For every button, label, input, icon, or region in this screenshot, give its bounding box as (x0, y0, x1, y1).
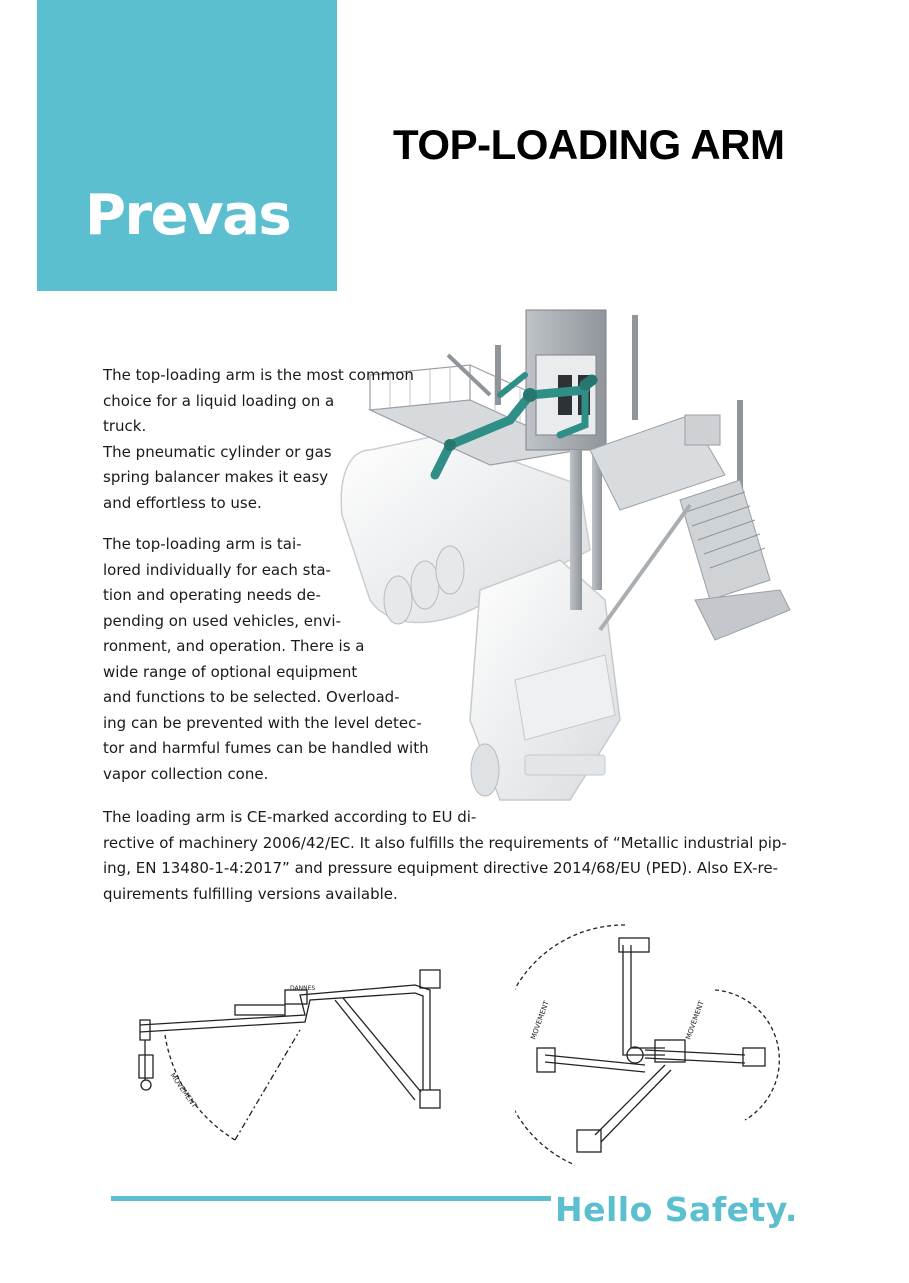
movement-label-left: MOVEMENT (529, 999, 551, 1041)
top-view-drawing (515, 920, 785, 1170)
movement-label: MOVEMENT (168, 1071, 199, 1110)
footer-divider (111, 1196, 551, 1201)
text-line: tion and operating needs de- (103, 586, 321, 604)
text-line: The top-loading arm is the most common (103, 366, 414, 384)
text-line: truck. (103, 417, 147, 435)
text-line: quirements fulfilling versions available. (103, 884, 398, 903)
text-line: vapor collection cone. (103, 764, 269, 783)
text-line: choice for a liquid loading on a (103, 391, 335, 410)
text-line: ing, EN 13480-1-4:2017” and pressure equipment directive 2014/68/EU (PED). Also EX-re- (103, 859, 778, 877)
text-line: rective of machinery 2006/42/EC. It also fulfills the requirements of “Metallic industrial pip- (103, 833, 787, 852)
side-view-drawing (125, 960, 465, 1150)
footer-tagline: Hello Safety. (555, 1190, 798, 1229)
intro-paragraph (103, 363, 414, 516)
text-line: The top-loading arm is tai- (103, 535, 302, 553)
customization-paragraph (103, 532, 429, 787)
text-line: and functions to be selected. Overload- (103, 688, 400, 706)
text-line: wide range of optional equipment (103, 662, 358, 681)
text-line: ronment, and operation. There is a (103, 637, 365, 655)
maker-label: DANNES (290, 985, 316, 992)
text-line: The loading arm is CE-marked according to EU di- (103, 808, 477, 826)
text-line: pending on used vehicles, envi- (103, 611, 342, 630)
text-line: and effortless to use. (103, 493, 262, 512)
brand-logo: Prevas (85, 183, 291, 248)
text-line: spring balancer makes it easy (103, 468, 329, 486)
page-title: TOP-LOADING ARM (393, 121, 785, 168)
brand-logo-block (37, 0, 337, 291)
text-line: ing can be prevented with the level detec- (103, 713, 422, 732)
text-line: lored individually for each sta- (103, 560, 331, 579)
text-line: tor and harmful fumes can be handled with (103, 739, 429, 757)
text-line: The pneumatic cylinder or gas (103, 442, 332, 461)
movement-label-right: MOVEMENT (684, 999, 706, 1041)
ce-paragraph (103, 805, 787, 907)
